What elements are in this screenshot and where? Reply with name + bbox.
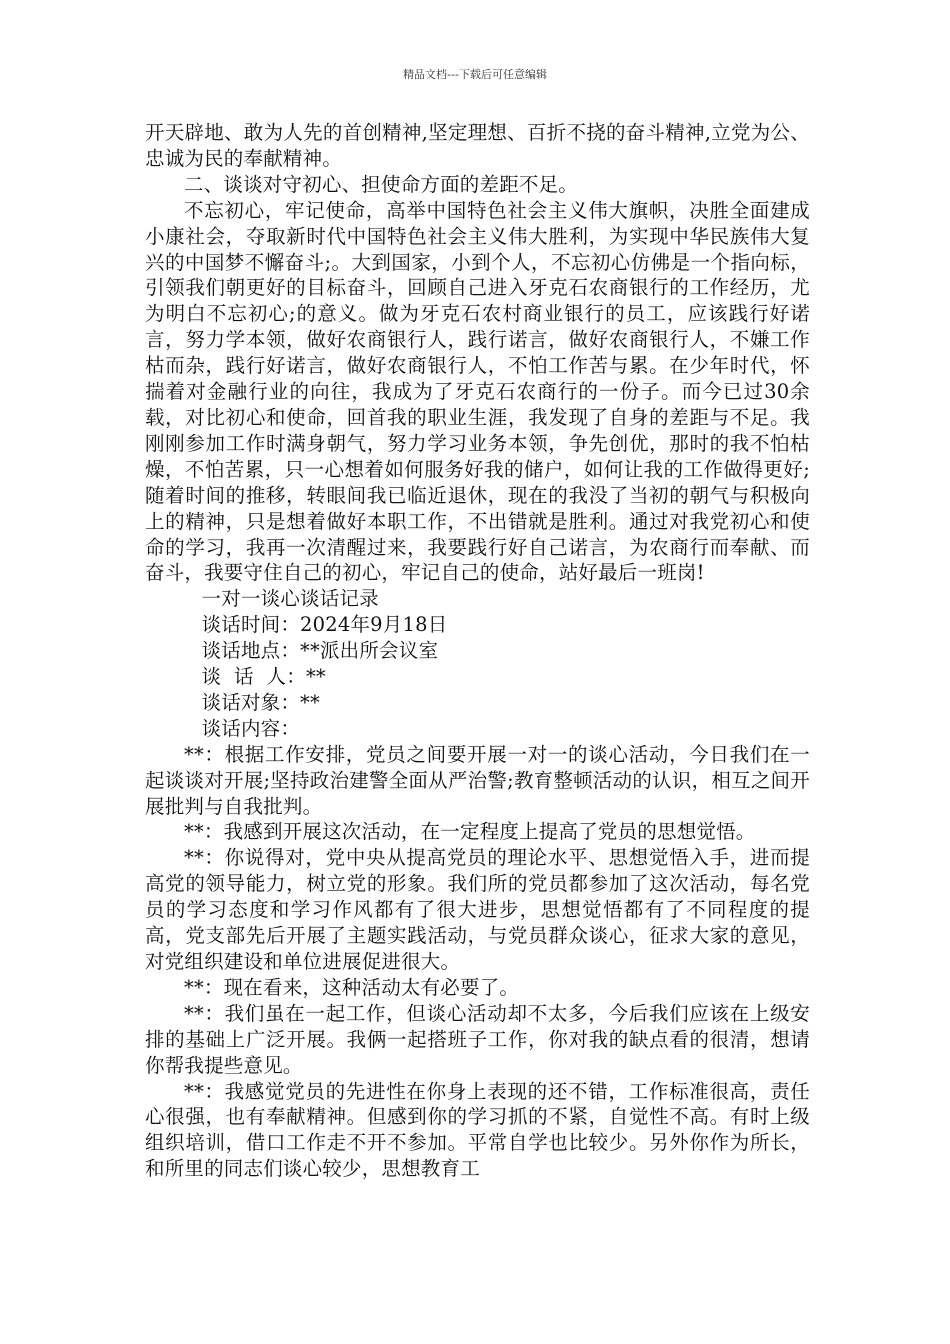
record-title: 一对一谈心谈话记录: [201, 587, 379, 611]
dialogue-paragraph: **：我感觉党员的先进性在你身上表现的还不错，工作标准很高，责任心很强，也有奉献精神。但感到你的学习抓的不紧，自觉性不高。有时上级组织培训，借口工作走不开不参加。平常自学也比较少。另外你作为所长，和所里的同志们谈心较少，思想教育工: [145, 1079, 810, 1181]
dialogue-paragraph: **：我感到开展这次活动，在一定程度上提高了党员的思想觉悟。: [184, 820, 756, 844]
dialogue-paragraph: **：现在看来，这种活动太有必要了。: [184, 975, 520, 999]
record-subject: 谈话对象：**: [201, 690, 320, 714]
dialogue-paragraph: **：根据工作安排，党员之间要开展一对一的谈心活动，今日我们在一起谈谈对开展;坚持政治建警全面从严治警;教育整顿活动的认识，相互之间开展批判与自我批判。: [145, 742, 810, 818]
document-body: [145, 120, 810, 1182]
record-content-label: 谈话内容：: [201, 716, 301, 740]
record-speaker: 谈 话 人：**: [201, 665, 326, 689]
section-heading: 二、谈谈对守初心、担使命方面的差距不足。: [184, 172, 579, 196]
record-time: 谈话时间：2024年9月18日: [201, 613, 448, 637]
paragraph-continued: 开天辟地、敢为人先的首创精神,坚定理想、百折不挠的奋斗精神,立党为公、忠诚为民的奉献精神。: [145, 121, 810, 170]
paragraph-reflection: 不忘初心，牢记使命，高举中国特色社会主义伟大旗帜，决胜全面建成小康社会，夺取新时代中国特色社会主义伟大胜利，为实现中华民族伟大复兴的中国梦不懈奋斗;。大到国家，小到个人，不忘初心仿佛是一个指向标，引领我们朝更好的目标奋斗，回顾自己进入牙克石农商银行的工作经历，尤为明白不忘初心;的意义。做为牙克石农村商业银行的员工，应该践行好诺言，努力学本领，做好农商银行人，践行诺言，做好农商银行人，不嫌工作枯而杂，践行好诺言，做好农商银行人，不怕工作苦与累。在少年时代，怀揣着对金融行业的向往，我成为了牙克石农商行的一份子。而今已过30余载，对比初心和使命，回首我的职业生涯，我发现了自身的差距与不足。我刚刚参加工作时满身朝气，努力学习业务本领，争先创优，那时的我不怕枯燥，不怕苦累，只一心想着如何服务好我的储户，如何让我的工作做得更好;随着时间的推移，转眼间我已临近退休，现在的我没了当初的朝气与积极向上的精神，只是想着做好本职工作，不出错就是胜利。通过对我党初心和使命的学习，我再一次清醒过来，我要践行好自己诺言，为农商行而奉献、而奋斗，我要守住自己的初心，牢记自己的使命，站好最后一班岗!: [145, 198, 810, 585]
record-place: 谈话地点：**派出所会议室: [201, 639, 439, 663]
dialogue-paragraph: **：你说得对，党中央从提高党员的理论水平、思想觉悟入手，进而提高党的领导能力，树立党的形象。我们所的党员都参加了这次活动，每名党员的学习态度和学习作风都有了很大进步，思想觉悟都有了不同程度的提高，党支部先后开展了主题实践活动，与党员群众谈心，征求大家的意见，对党组织建设和单位进展促进很大。: [145, 846, 810, 973]
dialogue-paragraph: **：我们虽在一起工作，但谈心活动却不太多，今后我们应该在上级安排的基础上广泛开展。我俩一起搭班子工作，你对我的缺点看的很清，想请你帮我提些意见。: [145, 1001, 810, 1077]
page-header: 精品文档---下载后可任意编辑: [403, 68, 547, 81]
